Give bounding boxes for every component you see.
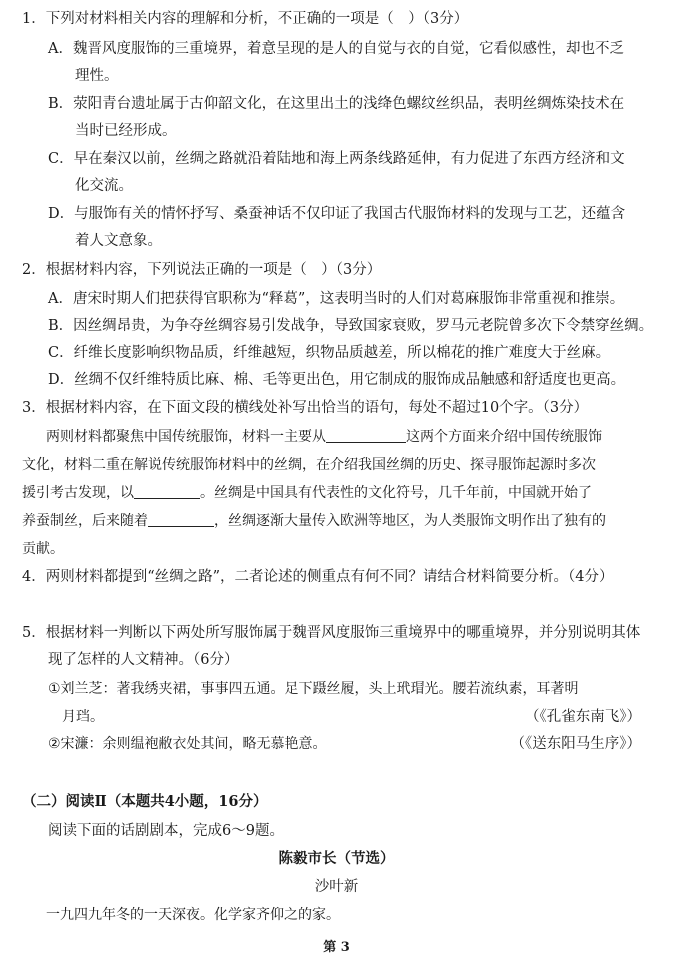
page-number: 第 3 xyxy=(323,940,350,955)
q1-option-d-cont: 着人文意象。 xyxy=(75,233,162,249)
q5-source1: （《孔雀东南飞》） xyxy=(525,709,641,725)
q5-item2: ②宋濂：余则缊袍敝衣处其间，略无慕艳意。 xyxy=(48,736,327,752)
q2-option-c: C．纤维长度影响织物品质，纤维越短，织物品质越差，所以棉花的推广难度大于丝麻。 xyxy=(48,345,611,361)
q4-stem: 4．两则材料都提到“丝绸之路”，二者论述的侧重点有何不同？请结合材料简要分析。（4分） xyxy=(22,569,614,585)
q1-option-b-cont: 当时已经形成。 xyxy=(75,123,177,139)
q3-passage-line5: 贡献。 xyxy=(22,541,64,557)
q5-stem-line1: 5．根据材料一判断以下两处所写服饰属于魏晋风度服饰三重境界中的哪重境界，并分别说明其体 xyxy=(22,625,641,641)
q3-text-3b: 。丝绸是中国具有代表性的文化符号，几千年前，中国就开始了 xyxy=(200,485,592,501)
q1-option-a-cont: 理性。 xyxy=(75,68,119,84)
q3-stem: 3．根据材料内容，在下面文段的横线处补写出恰当的语句，每处不超过10个字。（3分） xyxy=(22,400,589,416)
q5-source2: （《送东阳马生序》） xyxy=(510,736,641,752)
q3-passage-line2: 文化，材料二重在解说传统服饰材料中的丝绸，在介绍我国丝绸的历史、探寻服饰起源时多次 xyxy=(22,457,596,473)
q5-stem-line2: 现了怎样的人文精神。（6分） xyxy=(48,652,239,668)
section2-instruction: 阅读下面的话剧剧本，完成6～9题。 xyxy=(48,823,284,839)
play-author: 沙叶新 xyxy=(314,879,359,895)
q1-option-a: A．魏晋风度服饰的三重境界，着意呈现的是人的自觉与衣的自觉，它看似感性，却也不乏 xyxy=(48,41,624,57)
q3-blank-1[interactable] xyxy=(326,428,406,443)
q1-option-c-cont: 化交流。 xyxy=(75,178,133,194)
q2-option-d: D．丝绸不仅纤维特质比麻、棉、毛等更出色，用它制成的服饰成品触感和舒适度也更高。 xyxy=(48,372,626,388)
q3-text-1a: 两则材料都聚焦中国传统服饰，材料一主要从 xyxy=(46,429,326,445)
q5-item1: ①刘兰芝：著我绣夹裙，事事四五通。足下蹑丝履，头上玳瑁光。腰若流纨素，耳著明 xyxy=(48,681,579,697)
q3-text-4b: ，丝绸逐渐大量传入欧洲等地区，为人类服饰文明作出了独有的 xyxy=(214,513,606,529)
play-title: 陈毅市长（节选） xyxy=(278,851,395,867)
q1-option-c: C．早在秦汉以前，丝绸之路就沿着陆地和海上两条线路延伸，有力促进了东西方经济和文 xyxy=(48,151,625,167)
section2-heading: （二）阅读Ⅱ（本题共4小题，16分） xyxy=(22,793,268,810)
q3-passage-line4 xyxy=(22,511,606,531)
q3-text-4a: 养蚕制丝，后来随着 xyxy=(22,513,148,529)
q3-blank-3[interactable] xyxy=(148,512,214,527)
q1-option-b: B．荥阳青台遗址属于古仰韶文化，在这里出土的浅绛色螺纹丝织品，表明丝绸炼染技术在 xyxy=(48,96,625,112)
play-scene: 一九四九年冬的一天深夜。化学家齐仰之的家。 xyxy=(46,907,340,923)
q2-stem: 2．根据材料内容，下列说法正确的一项是（ ）（3分） xyxy=(22,262,382,278)
q1-option-d: D．与服饰有关的情怀抒写、桑蚕神话不仅印证了我国古代服饰材料的发现与工艺，还蕴含 xyxy=(48,206,626,222)
q3-text-1b: 这两个方面来介绍中国传统服饰 xyxy=(406,429,602,445)
q3-passage-line1 xyxy=(46,427,602,447)
q3-passage-line3 xyxy=(22,483,592,503)
q3-text-3a: 援引考古发现，以 xyxy=(22,485,134,501)
q2-option-a: A．唐宋时期人们把获得官职称为“释葛”，这表明当时的人们对葛麻服饰非常重视和推崇。 xyxy=(48,291,625,307)
q2-option-b: B．因丝绸昂贵，为争夺丝绸容易引发战争，导致国家衰败，罗马元老院曾多次下令禁穿丝绸。 xyxy=(48,318,654,334)
q1-stem: 1．下列对材料相关内容的理解和分析，不正确的一项是（ ）（3分） xyxy=(22,11,469,27)
q3-blank-2[interactable] xyxy=(134,484,200,499)
q5-item1-cont: 月珰。 xyxy=(62,709,104,725)
